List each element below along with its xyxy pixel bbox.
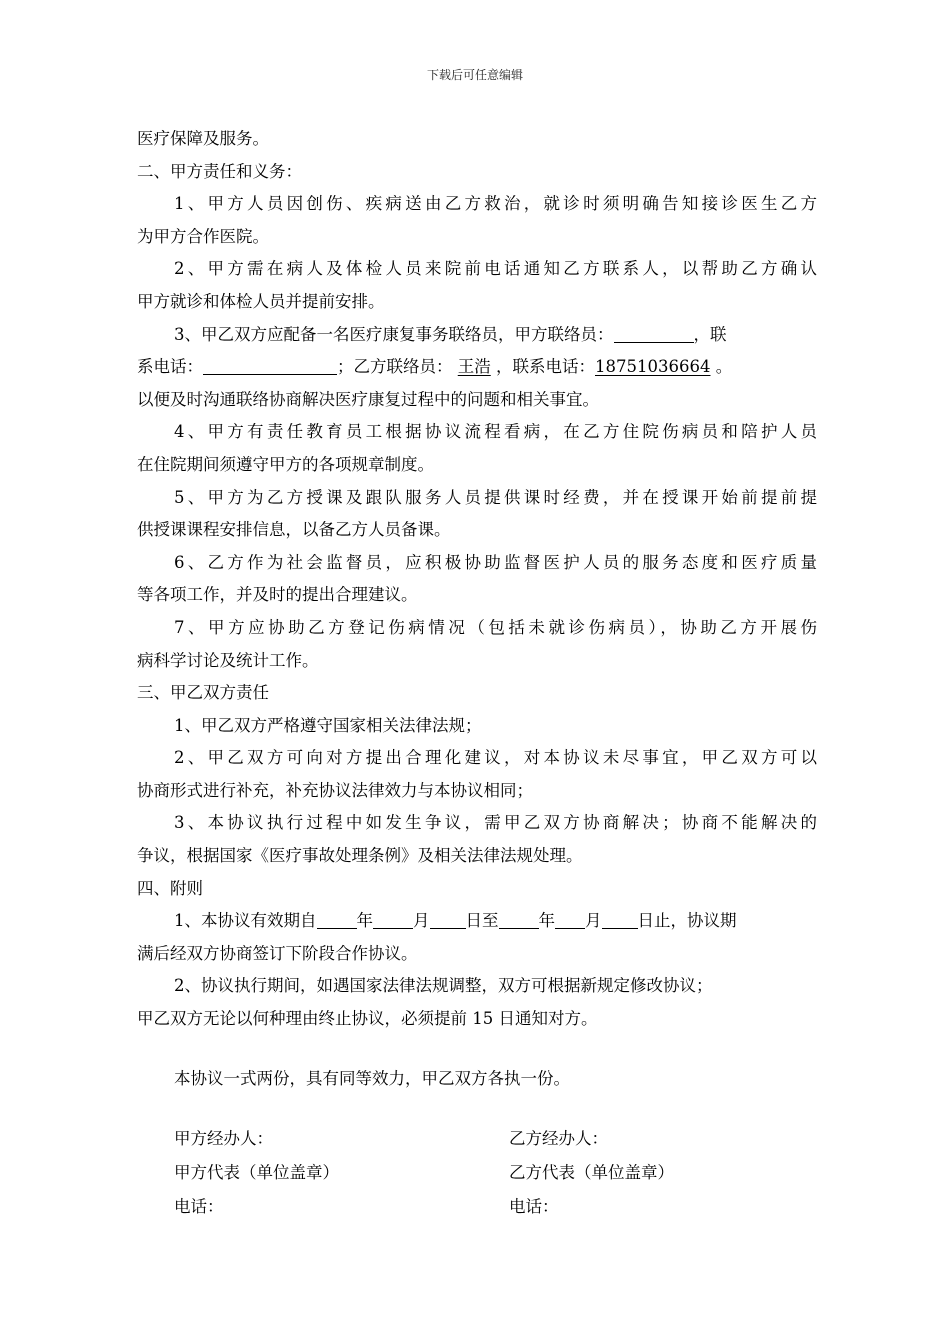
paragraph-line: 4、甲方有责任教育员工根据协议流程看病，在乙方住院伤病员和陪护人员 [174, 422, 817, 442]
liaison-phone-line: 系电话： ；乙方联络员： 王浩 ，联系电话：18751036664 。 [137, 351, 817, 384]
paragraph-line: 2、协议执行期间，如遇国家法律法规调整，双方可根据新规定修改协议； [174, 976, 713, 996]
spacer [137, 1036, 817, 1063]
paragraph-line: 医疗保障及服务。 [137, 129, 269, 148]
party-b-phone-label: 电话： [509, 1197, 559, 1217]
liaison-line: 3、甲乙双方应配备一名医疗康复事务联络员，甲方联络员： ，联 [137, 319, 817, 352]
copies-statement: 本协议一式两份，具有同等效力，甲乙双方各执一份。 [174, 1068, 570, 1088]
paragraph-line: 7、甲方应协助乙方登记伤病情况（包括未就诊伤病员），协助乙方开展伤 [174, 617, 817, 637]
signature-row [137, 1190, 817, 1224]
paragraph-line: 病科学讨论及统计工作。 [137, 650, 319, 670]
party-b-liaison-name: 王浩 [457, 357, 491, 377]
paragraph-line: 甲方就诊和体检人员并提前安排。 [137, 291, 385, 311]
party-a-phone-blank [203, 353, 337, 375]
start-day-blank [430, 907, 466, 929]
signature-row [137, 1122, 817, 1156]
party-a-representative-label: 甲方代表（单位盖章） [174, 1163, 339, 1183]
paragraph-line: 协商形式进行补充，补充协议法律效力与本协议相同； [137, 780, 533, 800]
start-month-blank [373, 907, 413, 929]
paragraph-line: 3、本协议执行过程中如发生争议，需甲乙双方协商解决；协商不能解决的 [174, 813, 817, 833]
paragraph-line: 满后经双方协商签订下阶段合作协议。 [137, 943, 418, 963]
paragraph-line: 1、甲方人员因创伤、疾病送由乙方救治，就诊时须明确告知接诊医生乙方 [174, 194, 817, 214]
end-month-blank [555, 907, 585, 929]
party-a-liaison-blank [614, 321, 694, 343]
party-b-representative-label: 乙方代表（单位盖章） [509, 1163, 674, 1183]
paragraph-line: 为甲方合作医院。 [137, 226, 269, 246]
agreement-body [137, 123, 817, 1224]
end-day-blank [602, 907, 638, 929]
section-heading: 四、附则 [137, 878, 203, 898]
party-b-handler-label: 乙方经办人： [509, 1129, 608, 1149]
paragraph-line: 供授课课程安排信息，以备乙方人员备课。 [137, 520, 451, 540]
paragraph-line: 争议，根据国家《医疗事故处理条例》及相关法律法规处理。 [137, 846, 583, 866]
paragraph-line: 5、甲方为乙方授课及跟队服务人员提供课时经费，并在授课开始前提前提 [174, 487, 817, 507]
signature-row [137, 1156, 817, 1190]
start-year-blank [317, 907, 357, 929]
section-heading: 三、甲乙双方责任 [137, 683, 269, 703]
paragraph-line: 2、甲方需在病人及体检人员来院前电话通知乙方联系人，以帮助乙方确认 [174, 259, 817, 279]
validity-period-line: 1、本协议有效期自 年 月 日至 年 月 日止，协议期 [137, 905, 817, 938]
page-header: 下载后可任意编辑 [426, 68, 523, 82]
end-year-blank [499, 907, 539, 929]
section-heading: 二、甲方责任和义务： [137, 161, 302, 181]
party-a-handler-label: 甲方经办人： [174, 1129, 273, 1149]
paragraph-line: 2、甲乙双方可向对方提出合理化建议，对本协议未尽事宜，甲乙双方可以 [174, 748, 817, 768]
paragraph-line: 甲乙双方无论以何种理由终止协议，必须提前 15 日通知对方。 [137, 1009, 598, 1029]
party-a-phone-label: 电话： [174, 1197, 224, 1217]
spacer [137, 1095, 817, 1122]
paragraph-line: 等各项工作，并及时的提出合理建议。 [137, 585, 418, 605]
paragraph-line: 6、乙方作为社会监督员，应积极协助监督医护人员的服务态度和医疗质量 [174, 552, 817, 572]
paragraph-line: 在住院期间须遵守甲方的各项规章制度。 [137, 454, 434, 474]
paragraph-line: 以便及时沟通联络协商解决医疗康复过程中的问题和相关事宜。 [137, 389, 599, 409]
party-b-phone: 18751036664 [595, 357, 711, 377]
paragraph-line: 1、甲乙双方严格遵守国家相关法律法规； [174, 715, 482, 735]
